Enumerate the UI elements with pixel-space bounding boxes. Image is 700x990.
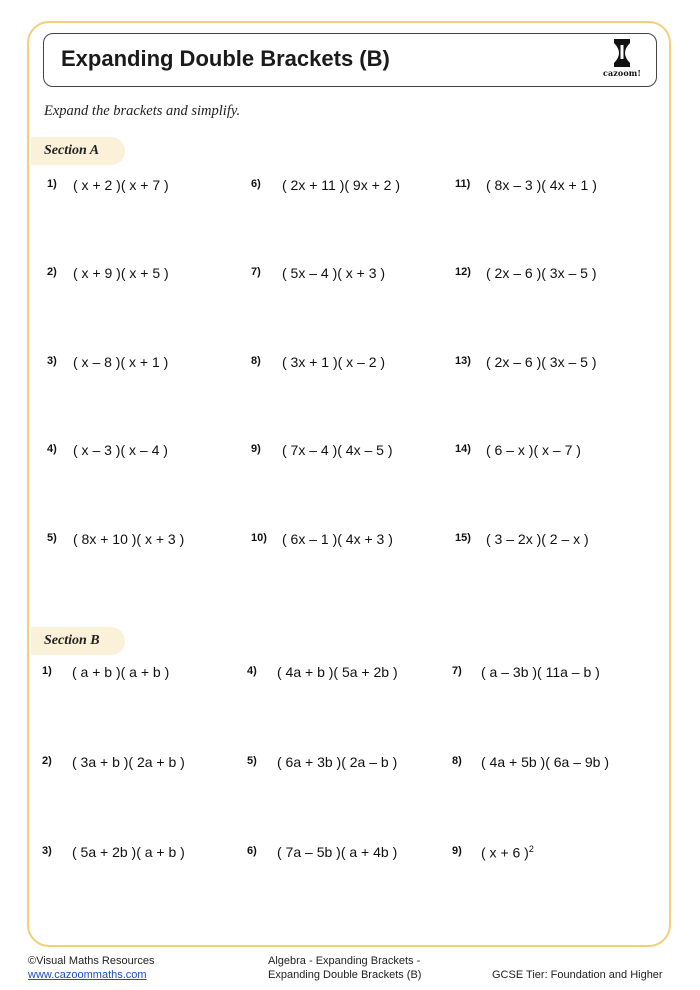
question-number: 15) (455, 532, 471, 544)
footer-copyright: ©Visual Maths Resources (28, 955, 155, 967)
question-number: 2) (42, 755, 52, 767)
question-number: 4) (47, 443, 57, 455)
question-number: 1) (47, 178, 57, 190)
question-expression: ( 4a + 5b )( 6a – 9b ) (481, 754, 610, 770)
question-expression: ( 8x + 10 )( x + 3 ) (73, 531, 185, 547)
question-expression: ( 8x – 3 )( 4x + 1 ) (486, 177, 597, 193)
question-expression: ( 6a + 3b )( 2a – b ) (277, 754, 398, 770)
question-expression: ( 7x – 4 )( 4x – 5 ) (282, 442, 393, 458)
question-expression: ( x + 2 )( x + 7 ) (73, 177, 169, 193)
page-border (27, 21, 671, 947)
question-expression: ( 5x – 4 )( x + 3 ) (282, 265, 386, 281)
question-expression: ( 2x – 6 )( 3x – 5 ) (486, 265, 597, 281)
section-b-tab (31, 627, 125, 655)
question-number: 14) (455, 443, 471, 455)
cazoom-logo-icon (613, 39, 631, 67)
footer-center (268, 954, 421, 982)
cazoom-logo (600, 39, 644, 81)
section-a-label: Section A (44, 143, 100, 158)
question-expression: ( a + b )( a + b ) (72, 664, 170, 680)
footer-topic-line2: Expanding Double Brackets (B) (268, 969, 422, 981)
logo-text: cazoom! (603, 68, 641, 78)
question-expression: ( 7a – 5b )( a + 4b ) (277, 844, 398, 860)
question-expression: ( 3a + b )( 2a + b ) (72, 754, 185, 770)
question-expression: ( x – 3 )( x – 4 ) (73, 442, 168, 458)
question-number: 12) (455, 266, 471, 278)
question-number: 9) (452, 845, 462, 857)
question-expression: ( 4a + b )( 5a + 2b ) (277, 664, 398, 680)
question-expression: ( 6x – 1 )( 4x + 3 ) (282, 531, 393, 547)
question-expression: ( 3x + 1 )( x – 2 ) (282, 354, 386, 370)
question-number: 8) (251, 355, 261, 367)
question-number: 10) (251, 532, 267, 544)
section-a-tab (31, 137, 125, 165)
question-number: 4) (247, 665, 257, 677)
page-title: Expanding Double Brackets (B) (61, 46, 390, 71)
title-banner (43, 33, 657, 87)
footer-left (28, 954, 155, 982)
section-b-label: Section B (44, 633, 100, 648)
question-number: 6) (251, 178, 261, 190)
question-number: 9) (251, 443, 261, 455)
question-expression: ( x – 8 )( x + 1 ) (73, 354, 169, 370)
question-number: 2) (47, 266, 57, 278)
question-number: 8) (452, 755, 462, 767)
question-expression: ( a – 3b )( 11a – b ) (481, 664, 600, 680)
question-number: 11) (455, 178, 471, 190)
question-expression: ( 3 – 2x )( 2 – x ) (486, 531, 589, 547)
question-expression: ( 5a + 2b )( a + b ) (72, 844, 185, 860)
question-expression: ( x + 9 )( x + 5 ) (73, 265, 169, 281)
question-number: 1) (42, 665, 52, 677)
question-number: 7) (452, 665, 462, 677)
footer-tier: GCSE Tier: Foundation and Higher (492, 969, 663, 981)
question-expression: ( 2x + 11 )( 9x + 2 ) (282, 177, 401, 193)
question-expression: ( x + 6 ) (481, 844, 529, 861)
question-number: 5) (247, 755, 257, 767)
footer-website-link[interactable]: www.cazoommaths.com (28, 969, 147, 981)
instruction-text: Expand the brackets and simplify. (44, 103, 241, 119)
question-number: 6) (247, 845, 257, 857)
question-number: 5) (47, 532, 57, 544)
question-number: 13) (455, 355, 471, 367)
question-exponent: 2 (528, 844, 534, 854)
question-number: 3) (42, 845, 52, 857)
question-number: 7) (251, 266, 261, 278)
footer-topic-line1: Algebra - Expanding Brackets - (268, 955, 421, 967)
question-expression: ( 6 – x )( x – 7 ) (486, 442, 581, 458)
question-expression: ( 2x – 6 )( 3x – 5 ) (486, 354, 597, 370)
question-number: 3) (47, 355, 57, 367)
